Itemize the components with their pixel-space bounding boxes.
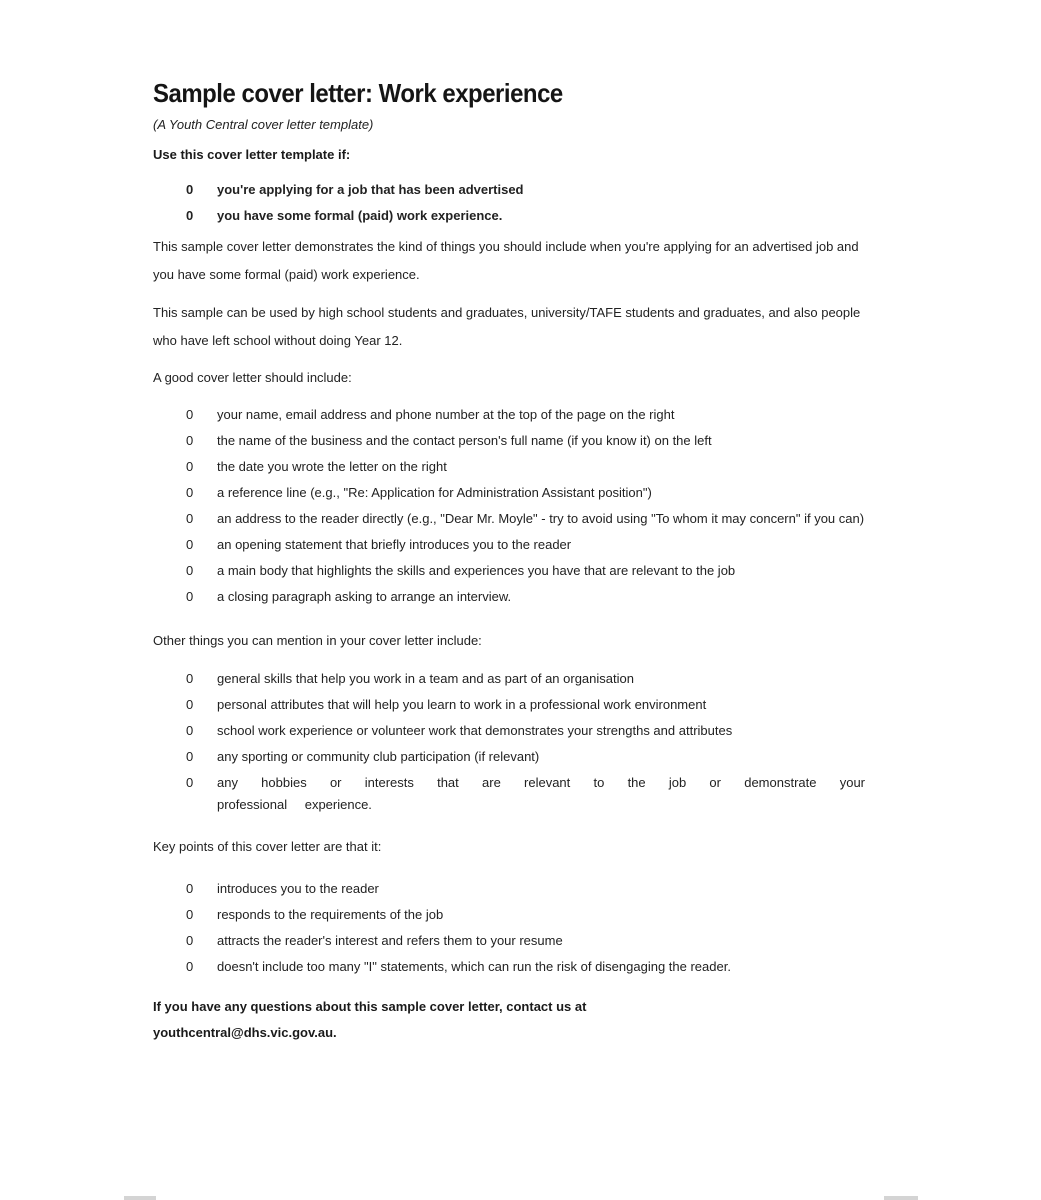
list-item <box>153 718 883 744</box>
list-item-text: you're applying for a job that has been advertised <box>217 182 524 197</box>
bullet-marker: 0 <box>186 459 194 474</box>
key-points-label: Key points of this cover letter are that it: <box>153 839 382 854</box>
bullet-marker: 0 <box>186 208 194 223</box>
list-item <box>153 902 883 928</box>
use-if-list <box>153 177 883 229</box>
list-item-text: attracts the reader's interest and refers them to your resume <box>217 933 563 948</box>
list-item-text: introduces you to the reader <box>217 881 379 896</box>
other-things-list <box>153 666 883 818</box>
list-item <box>153 876 883 902</box>
list-item <box>153 402 883 428</box>
list-item-text: an address to the reader directly (e.g., "Dear Mr. Moyle" - try to avoid using "To whom it may concern" if you can) <box>217 511 865 526</box>
list-item <box>153 480 883 506</box>
list-item <box>153 666 883 692</box>
page-title: Sample cover letter: Work experience <box>153 78 563 108</box>
bullet-marker: 0 <box>186 775 194 790</box>
bullet-marker: 0 <box>186 933 194 948</box>
list-item-text: doesn't include too many "I" statements, which can run the risk of disengaging the reader. <box>217 959 731 974</box>
document-content <box>153 78 883 1046</box>
list-item <box>153 203 883 229</box>
good-letter-list <box>153 402 883 610</box>
list-item <box>153 928 883 954</box>
page-edge-left <box>124 1196 156 1200</box>
key-points-list <box>153 876 883 980</box>
bullet-marker: 0 <box>186 407 194 422</box>
paragraph-demonstrates: This sample cover letter demonstrates the kind of things you should include when you're applying for an advertised job and you have some formal (paid) work experience. <box>153 239 859 282</box>
list-item-text: any hobbies or interests that are relevant to the job or demonstrate your professional experience. <box>217 775 865 812</box>
bullet-marker: 0 <box>186 433 194 448</box>
bullet-marker: 0 <box>186 563 194 578</box>
list-item <box>153 692 883 718</box>
bullet-marker: 0 <box>186 749 194 764</box>
list-item <box>153 532 883 558</box>
list-item-text: a reference line (e.g., "Re: Application for Administration Assistant position") <box>217 485 652 500</box>
list-item <box>153 770 883 818</box>
page-edge-right <box>884 1196 918 1200</box>
bullet-marker: 0 <box>186 697 194 712</box>
list-item-text: school work experience or volunteer work that demonstrates your strengths and attributes <box>217 723 733 738</box>
list-item-text: responds to the requirements of the job <box>217 907 444 922</box>
list-item <box>153 584 883 610</box>
list-item-text: general skills that help you work in a team and as part of an organisation <box>217 671 634 686</box>
list-item-text: you have some formal (paid) work experience. <box>217 208 503 223</box>
list-item <box>153 454 883 480</box>
intro-line: Use this cover letter template if: <box>153 147 351 162</box>
list-item <box>153 506 883 532</box>
list-item-text: a main body that highlights the skills and experiences you have that are relevant to the job <box>217 563 736 578</box>
other-things-label: Other things you can mention in your cover letter include: <box>153 633 482 648</box>
bullet-marker: 0 <box>186 881 194 896</box>
bullet-marker: 0 <box>186 182 194 197</box>
bullet-marker: 0 <box>186 959 194 974</box>
list-item <box>153 177 883 203</box>
bullet-marker: 0 <box>186 589 194 604</box>
bullet-marker: 0 <box>186 537 194 552</box>
list-item-text: your name, email address and phone number at the top of the page on the right <box>217 407 675 422</box>
bullet-marker: 0 <box>186 511 194 526</box>
good-letter-label: A good cover letter should include: <box>153 370 352 385</box>
bullet-marker: 0 <box>186 671 194 686</box>
list-item <box>153 428 883 454</box>
list-item <box>153 744 883 770</box>
paragraph-audience: This sample can be used by high school students and graduates, university/TAFE students and graduates, and also people who have left school without doing Year 12. <box>153 305 861 348</box>
bullet-marker: 0 <box>186 485 194 500</box>
closing-line: If you have any questions about this sample cover letter, contact us at <box>153 999 587 1014</box>
list-item-text: the date you wrote the letter on the right <box>217 459 447 474</box>
contact-email: youthcentral@dhs.vic.gov.au. <box>153 1025 337 1040</box>
list-item-text: personal attributes that will help you learn to work in a professional work environment <box>217 697 707 712</box>
list-item-text: a closing paragraph asking to arrange an interview. <box>217 589 512 604</box>
bullet-marker: 0 <box>186 723 194 738</box>
bullet-marker: 0 <box>186 907 194 922</box>
list-item-text: an opening statement that briefly introduces you to the reader <box>217 537 572 552</box>
list-item-text: the name of the business and the contact person's full name (if you know it) on the left <box>217 433 712 448</box>
list-item-text: any sporting or community club participation (if relevant) <box>217 749 540 764</box>
list-item <box>153 558 883 584</box>
list-item <box>153 954 883 980</box>
subtitle: (A Youth Central cover letter template) <box>153 117 374 132</box>
